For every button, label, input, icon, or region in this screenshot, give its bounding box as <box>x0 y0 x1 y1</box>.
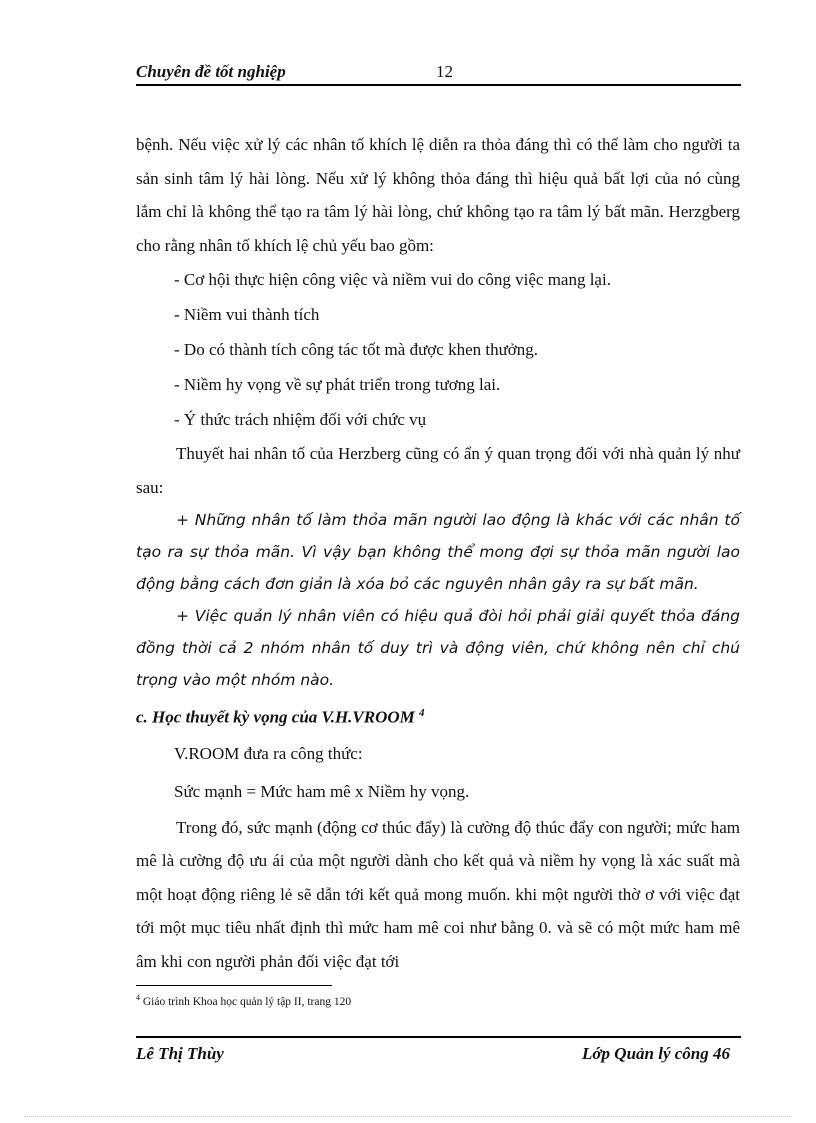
section-heading <box>136 696 740 735</box>
formula: Sức mạnh = Mức ham mê x Niềm hy vọng. <box>174 781 470 801</box>
paragraph-3: Trong đó, sức mạnh (động cơ thúc đẩy) là cường độ thúc đẩy con người; mức ham mê là cường độ ưu ái của một người dành cho kết quả và niềm hy vọng là xác suất mà một hoạt động riêng lẻ sẽ dẫn tới kết quả mong muốn. khi một người thờ ơ với việc đạt tới một mục tiêu nhất định thì mức ham mê coi như bằng 0. và sẽ có một mức ham mê âm khi con người phản đối việc đạt tới <box>136 817 740 971</box>
footnote-ref: 4 <box>419 707 425 719</box>
formula-intro: V.ROOM đưa ra công thức: <box>174 743 363 763</box>
header-title: Chuyên đề tốt nghiệp <box>136 62 286 81</box>
bullet-item-2: - Niềm vui thành tích <box>174 305 320 324</box>
bullet-item-1: - Cơ hội thực hiện công việc và niềm vui do công việc mang lại. <box>174 270 611 289</box>
italic-point-1: + Những nhân tố làm thỏa mãn người lao động là khác với các nhân tố tạo ra sự thỏa mãn. Vì vậy bạn không thể mong đợi sự thỏa mãn người lao động bằng cách đơn giản là xóa bỏ các nguyên nhân gây ra sự bất mãn. <box>136 511 740 593</box>
bullet-item-5: - Ý thức trách nhiệm đối với chức vụ <box>174 410 427 429</box>
footer-class: Lớp Quản lý công 46 <box>582 1044 730 1063</box>
footnote-text: Giáo trình Khoa học quản lý tập II, trang 120 <box>142 995 352 1008</box>
page-bottom-border <box>24 1116 792 1117</box>
bullet-item-4: - Niềm hy vọng về sự phát triển trong tương lai. <box>174 375 501 394</box>
page-header <box>136 60 740 84</box>
page-footer <box>136 1044 740 1068</box>
paragraph-2: Thuyết hai nhân tố của Herzberg cũng có ẩn ý quan trọng đối với nhà quản lý như sau: <box>136 444 740 497</box>
footnote-separator <box>136 985 332 986</box>
footer-rule <box>136 1036 741 1038</box>
footer-author: Lê Thị Thùy <box>136 1044 224 1063</box>
footnote-number: 4 <box>136 993 140 1002</box>
header-rule <box>136 84 741 86</box>
heading-text: c. Học thuyết kỳ vọng của V.H.VROOM <box>136 707 415 727</box>
bullet-item-3: - Do có thành tích công tác tốt mà được khen thưởng. <box>174 340 539 359</box>
italic-point-2: + Việc quản lý nhân viên có hiệu quả đòi hỏi phải giải quyết thỏa đáng đồng thời cả 2 nhóm nhân tố duy trì và động viên, chứ không nên chỉ chú trọng vào một nhóm nào. <box>136 607 740 689</box>
page-number: 12 <box>436 62 453 81</box>
footnote <box>136 993 351 1008</box>
page-body <box>136 128 740 978</box>
paragraph-1: bệnh. Nếu việc xử lý các nhân tố khích lệ diễn ra thỏa đáng thì có thể làm cho người ta sản sinh tâm lý hài lòng. Nếu xử lý không thỏa đáng thì hiệu quả bất lợi của nó cùng lắm chỉ là không thể tạo ra tâm lý hài lòng, chứ không tạo ra tâm lý bất mãn. Herzgberg cho rằng nhân tố khích lệ chủ yếu bao gồm: <box>136 135 740 255</box>
